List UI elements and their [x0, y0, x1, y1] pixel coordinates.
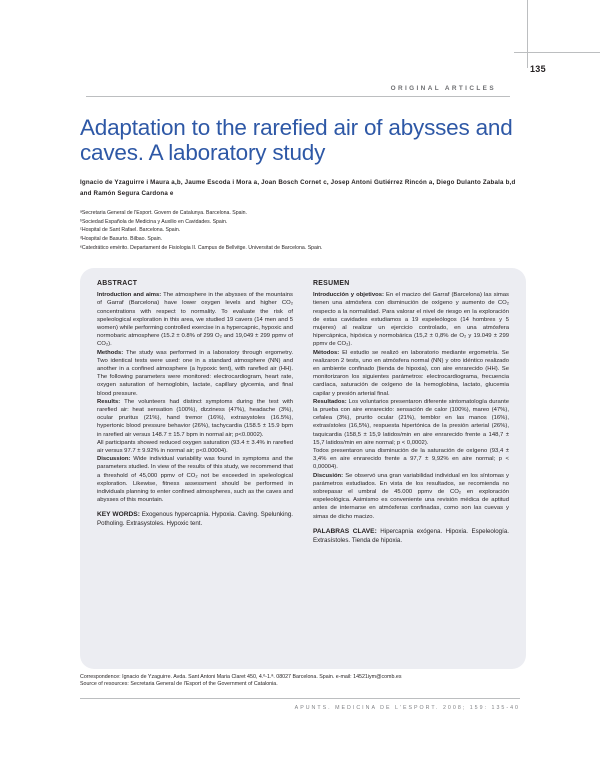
paragraph-label: Introducción y objetivos: — [313, 292, 384, 299]
abstract-paragraph — [97, 455, 293, 504]
author-list: Ignacio de Yzaguirre i Maura a,b, Jaume Escoda i Mora a, Joan Bosch Cornet c, Josep Antoni Gutiérrez Rincón a, Diego Dulanto Zabala b,d and Ramón Segura Cardona e — [80, 179, 516, 197]
footer-rule — [80, 698, 520, 699]
resumen-paragraph — [313, 447, 509, 472]
resumen-paragraph — [313, 349, 509, 398]
paragraph-label: Methods: — [97, 349, 124, 356]
paragraph-text: Wide individual variability was found in symptoms and the parameters studied. In view of the results of this study, we recommend that a threshold of 45,000 ppmv of CO₂ not be exceeded in speleological exploration. Likewise, fitness assessment should be performed in individuals planning to enter confined atmospheres, such as the caves and abysses of this mountain. — [97, 456, 293, 504]
keywords-text: Hipercapnia exógena. Hipoxia. Espeleología. Extrasístoles. Tienda de hipoxia. — [313, 527, 509, 544]
keywords — [97, 510, 293, 528]
paragraph-text: The study was performed in a laboratory through ergometry. Two identical tests were used: one in a standard atmosphere (NN) and another in a confined atmosphere (a hypoxic tent), with rarefied air (HH). The following parameters were monitored: electrocardiogram, heart rate, oxygen saturation of hemoglobin, lactate, capillary glycemia, and final blood pressure. — [97, 349, 293, 397]
paragraph-label: Results: — [97, 398, 121, 405]
correspondence-block — [80, 674, 520, 689]
section-rule — [86, 96, 510, 97]
palabras-clave — [313, 527, 509, 545]
top-vertical-rule — [527, 0, 528, 68]
paragraph-text: All participants showed reduced oxygen saturation (93.4 ± 3.4% in rarefied air versus 97.7 ± 9.92% in normal air; p<0.00004). — [97, 439, 293, 455]
abstract-paragraph — [97, 349, 293, 398]
keywords-label: PALABRAS CLAVE: — [313, 527, 377, 535]
paragraph-text: El estudio se realizó en laboratorio mediante ergometría. Se realizaron 2 tests, uno en atmósfera normal (NN) y otro idéntico realizado en ambiente confinado (tienda de hipoxia), con aire enrarecido (HH). Se monitorizaron los siguientes parámetros: electrocardiograma, frecuencia cardíaca, saturación de oxígeno de la hemoglobina, lactato, glucemia capilar y presión arterial final. — [313, 349, 509, 397]
paragraph-label: Discusión: — [313, 472, 344, 479]
paragraph-text: Se observó una gran variabilidad individual en los síntomas y parámetros estudiados. En vista de los resultados, se recomienda no sobrepasar el umbral de 45.000 ppmv de CO₂ en exploración espeleológica. Asimismo es conveniente una revisión médica de aptitud antes de internarse en atmósferas confinadas, como son las cuevas y simas de dicho macizo. — [313, 472, 509, 520]
abstract-paragraph — [97, 398, 293, 439]
paragraph-label: Resultados: — [313, 398, 347, 405]
correspondence-line: Correspondence: Ignacio de Yzaguirre. Avda. Sant Antoni Maria Claret 450, 4.º-1.ª. 08027 Barcelona. Spain. e-mail: 14521iym@comb.es — [80, 674, 402, 680]
paragraph-label: Discussion: — [97, 456, 131, 463]
paragraph-text: The volunteers had distinct symptoms during the test with rarefied air: heat sensation (100%), dizziness (47%), headache (3%), ocular pruritus (21%), hand tremor (16%), extrasystoles (16.5%), hypertonic blood pressure behavior (26%), tachycardia (158.5 ± 15.9 bpm in rarefied air versus 148.7 ± 15.7 bpm in normal air; p<0.0002). — [97, 398, 293, 438]
page-number: 135 — [530, 64, 546, 74]
affiliation-item: ᵃSecretaria General de l'Esport. Govern de Catalunya. Barcelona. Spain. — [80, 210, 247, 216]
resumen-column — [313, 280, 509, 545]
abstract-paragraph — [97, 291, 293, 348]
keywords-text: Exogenous hypercapnia. Hypoxia. Caving. Spelunking. Potholing. Extrasystoles. Hypoxic tent. — [97, 511, 293, 528]
affiliation-list — [80, 209, 520, 253]
section-label: ORIGINAL ARTICLES — [390, 85, 496, 92]
abstract-column — [97, 280, 293, 528]
keywords-label: KEY WORDS: — [97, 511, 140, 519]
funding-source-line: Source of resources: Secretaria General de l'Esport of the Government of Catalonia. — [80, 681, 278, 688]
affiliation-item: ᵈHospital de Basurto. Bilbao. Spain. — [80, 236, 163, 243]
top-horizontal-rule — [514, 52, 600, 53]
paragraph-text: Los voluntarios presentaron diferente sintomatología durante la prueba con aire enrarecido: sensación de calor (100%), mareo (47%), cefalea (3%), prurito ocular (21%), temblor en las manos (16%), extrasístoles (16,5%), respuesta hipertónica de la presión arterial (26%), taquicardia (158,5 ± 15,9 latidos/min en aire enrarecido frente a 148,7 ± 15,7 latidos/min en aire normal; p < 0,0002). — [313, 398, 509, 446]
affiliation-item: ᵉCatedrático emérito. Departament de Fisiologia II. Campus de Bellvitge. Universitat de Barcelona. Spain. — [80, 244, 323, 251]
affiliation-item: ᶜHospital de Sant Rafael. Barcelona. Spain. — [80, 227, 181, 234]
resumen-heading: RESUMEN — [313, 280, 350, 287]
journal-footer: APUNTS. MEDICINA DE L'ESPORT. 2008; 159: 135-40 — [294, 705, 520, 711]
paragraph-text: En el macizo del Garraf (Barcelona) las simas tienen una atmósfera con disminución de oxígeno y aumento de CO₂ respecto a la normalidad. Para valorar el nivel de riesgo en la exploración de estas cavidades estudiamos a 19 espeleólogos (14 hombres y 5 mujeres) al realizar un ejercicio controlado, en una atmósfera hipercápnica, hipóxica y normobárica (15,2 ± 0,8% de O₂ y 19.049 ± 299 ppmv de CO₂). — [313, 292, 509, 348]
affiliation-item: ᵇSociedad Española de Medicina y Auxilio en Cavidades. Spain. — [80, 218, 228, 225]
resumen-paragraph — [313, 472, 509, 521]
paragraph-label: Métodos: — [313, 349, 340, 356]
article-title: Adaptation to the rarefied air of abysses and caves. A laboratory study — [80, 115, 513, 165]
paragraph-label: Introduction and aims: — [97, 292, 162, 299]
paragraph-text: The atmosphere in the abysses of the mountains of Garraf (Barcelona) have lower oxygen levels and higher CO₂ concentrations with respect to normality. To evaluate the risk of speleological exploration in this area, we studied 19 cavers (14 men and 5 women) while performing controlled exercise in a hypercapnic, hypoxic and normobaric atmosphere (15.2 ± 0.8% of 299 O₂ and 19,049 ± 299 ppmv of CO₂). — [97, 292, 293, 348]
abstract-heading: ABSTRACT — [97, 280, 138, 287]
resumen-paragraph — [313, 291, 509, 348]
resumen-paragraph — [313, 398, 509, 447]
abstract-paragraph — [97, 439, 293, 455]
paragraph-text: Todos presentaron una disminución de la saturación de oxígeno (93,4 ± 3,4% en aire enrarecido frente a 97,7 ± 9,92% en aire normal; p < 0,00004). — [313, 448, 509, 471]
